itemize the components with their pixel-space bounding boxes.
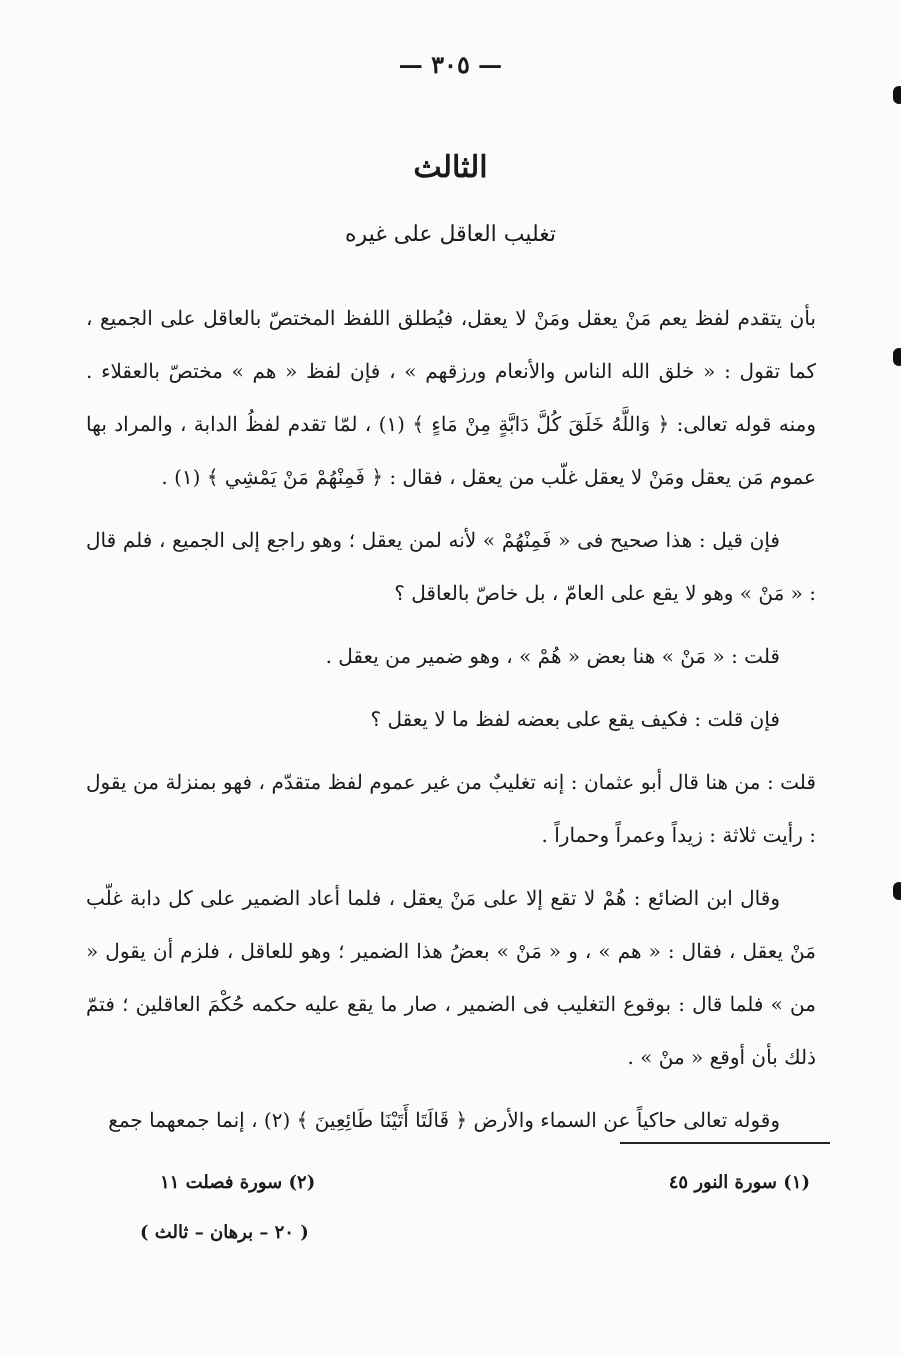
section-title: تغليب العاقل على غيره — [344, 222, 557, 247]
footnote-divider — [620, 1142, 830, 1144]
binding-hole-mark — [893, 348, 901, 366]
chapter-title: الثالث — [413, 150, 488, 185]
paragraph: قلت : « مَنْ » هنا بعض « هُمْ » ، وهو ضمير من يعقل . — [325, 644, 780, 668]
footnotes — [160, 1172, 810, 1193]
paragraph: وقوله تعالى حاكياً عن السماء والأرض ﴿ قَالَتَا أَتَيْنَا طَائِعِينَ ﴾ (٢) ، إنما جمعهما جمع — [108, 1108, 780, 1132]
page-number: — ٣٠٥ — — [398, 50, 503, 79]
footnote-2: (٢) سورة فصلت ١١ — [160, 1172, 316, 1193]
paragraph: فإن قلت : فكيف يقع على بعضه لفظ ما لا يعقل ؟ — [370, 707, 780, 731]
paragraph: وقال ابن الضائع : هُمْ لا تقع إلا على مَنْ يعقل ، فلما أعاد الضمير على كل دابة غلّب مَنْ يعقل ، فقال : « هم » ، و « مَنْ » بعضُ هذا الضمير ؛ وهو للعاقل ، فلزم أن يقول « من » فلما قال : بوقوع التغليب فى الضمير ، صار ما يقع عليه حكمه حُكْمَ العاقلين ؛ فتمّ ذلك بأن أوقع « منْ » . — [86, 886, 816, 1069]
paragraph: قلت : من هنا قال أبو عثمان : إنه تغليبٌ من غير عموم لفظ متقدّم ، فهو بمنزلة من يقول : رأيت ثلاثة : زيداً وعمراً وحماراً . — [86, 770, 816, 847]
binding-hole-mark — [893, 882, 901, 900]
binding-hole-mark — [893, 86, 901, 104]
footnote-1: (١) سورة النور ٤٥ — [668, 1172, 810, 1193]
printer-signature: ( ٢٠ – برهان – ثالث ) — [140, 1222, 309, 1243]
body-text — [86, 292, 816, 1157]
paragraph: فإن قيل : هذا صحيح فى « فَمِنْهُمْ » لأنه لمن يعقل ؛ وهو راجع إلى الجميع ، فلم قال : « مَنْ » وهو لا يقع على العامّ ، بل خاصّ بالعاقل ؟ — [86, 528, 816, 605]
paragraph: بأن يتقدم لفظ يعم مَنْ يعقل ومَنْ لا يعقل، فيُطلق اللفظ المختصّ بالعاقل على الجميع ، كما تقول : « خلق الله الناس والأنعام ورزقهم » ، فإن لفظ « هم » مختصّ بالعقلاء . ومنه قوله تعالى: ﴿ وَاللَّهُ خَلَقَ كُلَّ دَابَّةٍ مِنْ مَاءٍ ﴾ (١) ، لمّا تقدم لفظُ الدابة ، والمراد بها عموم مَن يعقل ومَنْ لا يعقل غلّب من يعقل ، فقال : ﴿ فَمِنْهُمْ مَنْ يَمْشِي ﴾ (١) . — [86, 306, 816, 489]
